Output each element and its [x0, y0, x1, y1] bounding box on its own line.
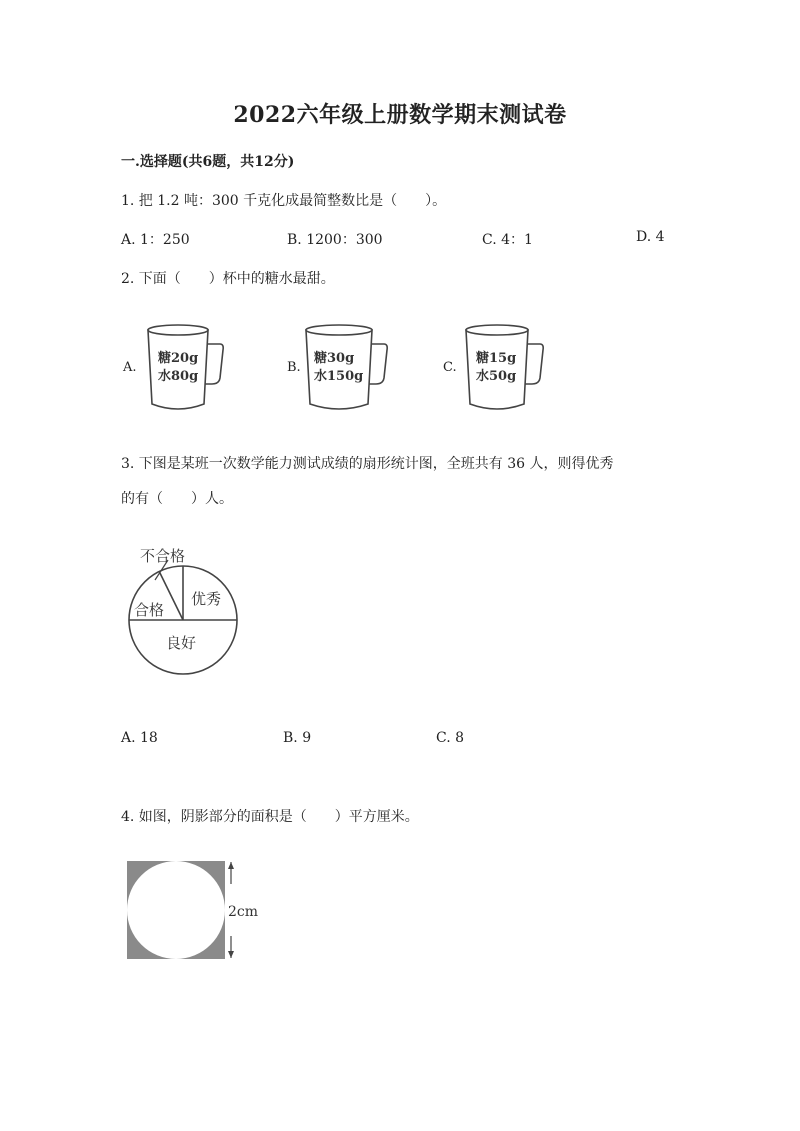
shaded-figure-drawing	[124, 858, 274, 968]
dimension-arrow-down-icon	[228, 951, 234, 958]
pie-label-good: 良好	[166, 634, 197, 652]
question-3-option-a: A. 18	[121, 730, 158, 746]
question-1-option-c: C. 4：1	[482, 232, 533, 248]
cup-c-sugar: 糖15g	[476, 351, 517, 366]
cup-c-letter: C.	[443, 360, 457, 375]
cup-b-letter: B.	[287, 360, 301, 375]
cup-a-letter: A.	[123, 360, 137, 375]
question-1-option-b: B. 1200：300	[287, 232, 383, 248]
cup-b-sugar: 糖30g	[314, 351, 355, 366]
dimension-arrow-up-icon	[228, 862, 234, 869]
cup-c-water: 水50g	[476, 369, 517, 384]
cup-a-drawing	[120, 318, 230, 418]
question-3-text-line2: 的有（ ）人。	[121, 491, 233, 507]
pie-label-pass: 合格	[134, 601, 165, 619]
cup-a-sugar: 糖20g	[158, 351, 199, 366]
figure-circle	[127, 861, 225, 959]
cup-c-drawing	[440, 318, 550, 418]
question-4-text: 4. 如图，阴影部分的面积是（ ）平方厘米。	[121, 809, 419, 825]
pie-chart-drawing	[125, 538, 245, 678]
section-heading: 一.选择题(共6题，共12分)	[121, 154, 295, 170]
question-1-option-d: D. 4	[636, 229, 665, 245]
pie-chart	[125, 538, 245, 678]
question-3-option-c: C. 8	[436, 730, 465, 746]
question-3-text-line1: 3. 下图是某班一次数学能力测试成绩的扇形统计图，全班共有 36 人，则得优秀	[121, 456, 614, 472]
pie-label-excellent: 优秀	[191, 590, 222, 608]
question-3-option-b: B. 9	[283, 730, 312, 746]
question-1-text: 1. 把 1.2 吨：300 千克化成最简整数比是（ ）。	[121, 193, 447, 209]
pie-label-fail: 不合格	[140, 547, 186, 565]
cup-b	[284, 318, 394, 418]
cup-a-water: 水80g	[158, 369, 199, 384]
dimension-label: 2cm	[228, 904, 259, 920]
cup-a	[120, 318, 230, 418]
page-title: 2022六年级上册数学期末测试卷	[233, 102, 567, 128]
question-2-text: 2. 下面（ ）杯中的糖水最甜。	[121, 271, 335, 287]
cup-c	[440, 318, 550, 418]
question-1-option-a: A. 1：250	[121, 232, 190, 248]
shaded-figure	[124, 858, 274, 968]
cup-b-drawing	[284, 318, 394, 418]
cup-b-water: 水150g	[314, 369, 364, 384]
